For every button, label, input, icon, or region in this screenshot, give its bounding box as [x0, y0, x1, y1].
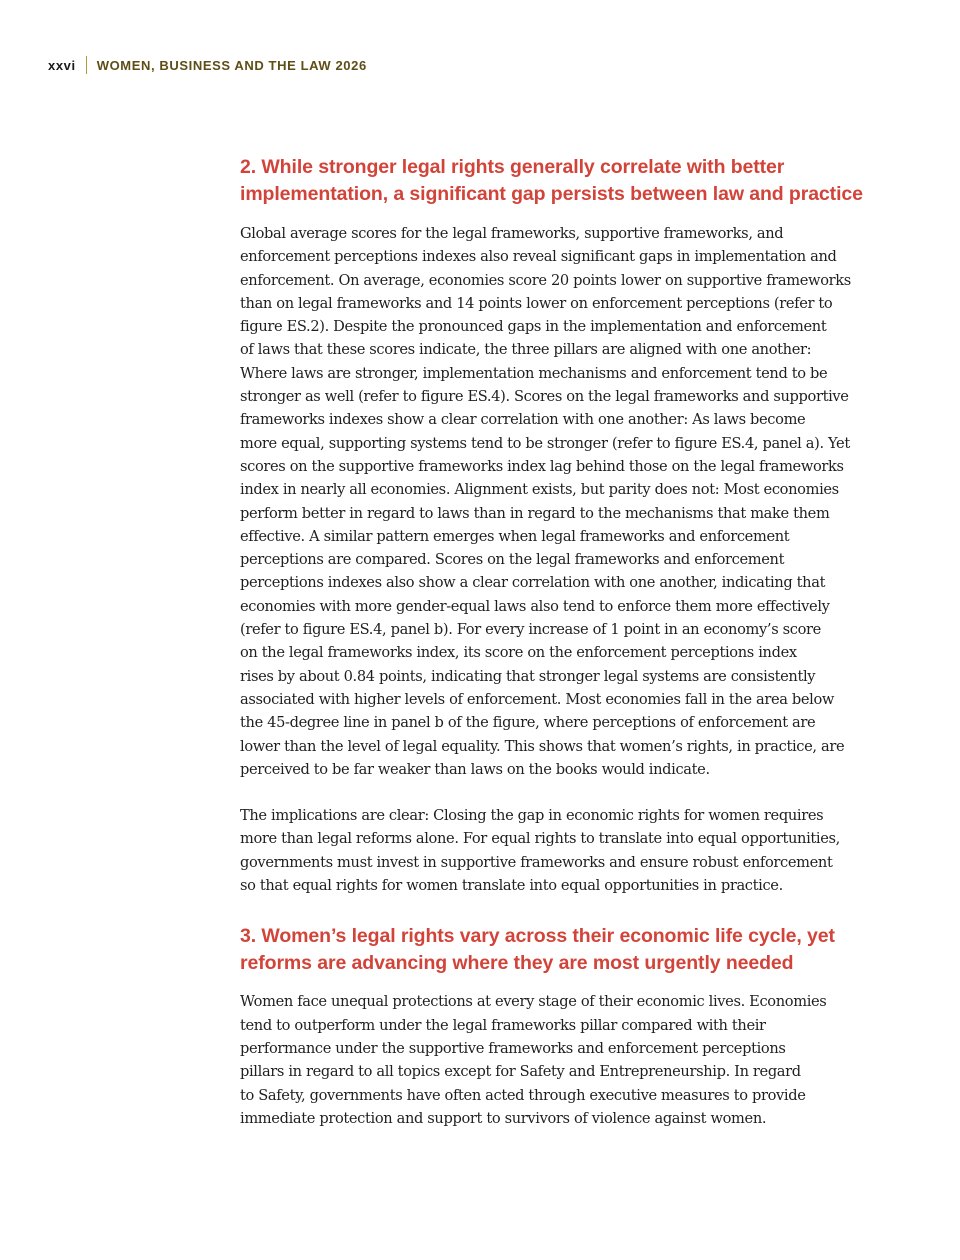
section-2 [240, 154, 876, 897]
running-header [48, 56, 367, 74]
section-3 [240, 923, 876, 1130]
page-body [240, 154, 876, 1130]
section-heading: 2. While stronger legal rights generally correlate with better implementation, a significant gap persists between law and practice [240, 156, 863, 205]
report-title: WOMEN, BUSINESS AND THE LAW 2026 [96, 57, 367, 73]
page-number: xxvi [48, 57, 76, 73]
body-paragraph: The implications are clear: Closing the gap in economic rights for women requires more than legal reforms alone. For equal rights to translate into equal opportunities, governments must invest in supportive frameworks and ensure robust enforcement so that equal rights for women translate into equal opportunities in practice. [240, 807, 840, 895]
body-paragraph: Women face unequal protections at every stage of their economic lives. Economies tend to outperform under the legal frameworks pillar compared with their performance under the supportive frameworks and enforcement perceptions pillars in regard to all topics except for Safety and Entrepreneurship. In regard to Safety, governments have often acted through executive measures to provide immediate protection and support to survivors of violence against women. [240, 993, 827, 1127]
body-paragraph: Global average scores for the legal frameworks, supportive frameworks, and enforcement perceptions indexes also reveal significant gaps in implementation and enforcement. On average, economies score 20 points lower on supportive frameworks than on legal frameworks and 14 points lower on enforcement perceptions (refer to figure ES.2). Despite the pronounced gaps in the implementation and enforcement of laws that these scores indicate, the three pillars are aligned with one another: Where laws are stronger, implementation mechanisms and enforcement tend to be stronger as well (refer to figure ES.4). Scores on the legal frameworks and supportive frameworks indexes show a clear correlation with one another: As laws become more equal, supporting systems tend to be stronger (refer to figure ES.4, panel a). Yet scores on the supportive frameworks index lag behind those on the legal frameworks index in nearly all economies. Alignment exists, but parity does not: Most economies perform better in regard to laws than in regard to the mechanisms that make them effective. A similar pattern emerges when legal frameworks and enforcement perceptions are compared. Scores on the legal frameworks and enforcement perceptions indexes also show a clear correlation with one another, indicating that economies with more gender-equal laws also tend to enforce them more effectively (refer to figure ES.4, panel b). For every increase of 1 point in an economy’s score on the legal frameworks index, its score on the enforcement perceptions index rises by about 0.84 points, indicating that stronger legal systems are consistently associated with higher levels of enforcement. Most economies fall in the area below the 45-degree line in panel b of the figure, where perceptions of enforcement are lower than the level of legal equality. This shows that women’s rights, in practice, are perceived to be far weaker than laws on the books would indicate. [240, 225, 851, 778]
section-heading: 3. Women’s legal rights vary across their economic life cycle, yet reforms are advancing where they are most urgently needed [240, 925, 835, 974]
